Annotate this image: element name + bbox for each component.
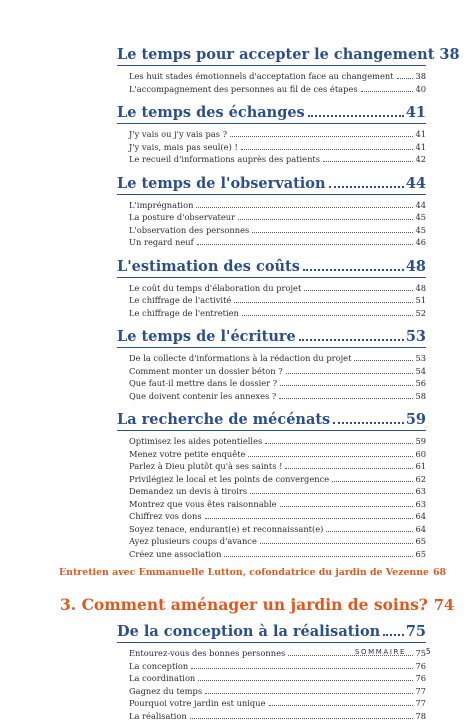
entry-page: 48: [415, 282, 426, 295]
running-title: SOMMAIRE: [355, 648, 406, 656]
dot-leader: [238, 219, 413, 220]
entry-page: 41: [415, 141, 426, 154]
section-page: 75: [406, 621, 426, 642]
dot-leader: [190, 718, 414, 719]
entry-page: 42: [415, 153, 426, 166]
entry-label: Privilégiez le local et les points de convergence: [129, 473, 329, 486]
entry-page: 46: [415, 236, 426, 249]
dot-leader: [205, 518, 414, 519]
toc-section: [117, 409, 426, 560]
chapter-heading[interactable]: [60, 594, 427, 617]
chapter-sections-group: [117, 621, 426, 722]
section-page: 38: [439, 44, 459, 65]
entry-page: 78: [415, 710, 426, 722]
entry-label: Comment monter un dossier béton ?: [129, 365, 283, 378]
section-title: L'estimation des coûts: [117, 256, 300, 277]
entry-label: J'y vais, mais pas seul(e) !: [129, 141, 238, 154]
dot-leader: [326, 531, 413, 532]
section-page: 53: [406, 326, 426, 347]
dot-leader: [234, 302, 413, 303]
entry-page: 40: [415, 83, 426, 96]
toc-section: [117, 621, 426, 722]
entry-page: 45: [415, 211, 426, 224]
section-page: 59: [406, 409, 426, 430]
section-heading[interactable]: [117, 326, 426, 348]
toc-entry[interactable]: [117, 307, 426, 320]
entry-page: 41: [415, 128, 426, 141]
interview-label: Entretien avec Emmanuelle Lutton, cofondatrice du jardin de Vezenne: [59, 566, 429, 580]
dot-leader: [191, 668, 413, 669]
entry-label: L'observation des personnes: [129, 224, 249, 237]
dot-leader: [252, 232, 413, 233]
toc-entry[interactable]: [117, 697, 426, 710]
interview-entry[interactable]: [59, 566, 426, 580]
entry-page: 64: [415, 510, 426, 523]
toc-entry[interactable]: [117, 485, 426, 498]
section-title: Le temps de l'observation: [117, 173, 326, 194]
entry-page: 76: [415, 672, 426, 685]
entry-label: La coordination: [129, 672, 195, 685]
section-heading[interactable]: [117, 256, 426, 278]
dot-leader: [332, 481, 413, 482]
entry-label: Parlez à Dieu plutôt qu'à ses saints !: [129, 460, 282, 473]
section-page: 48: [406, 256, 426, 277]
entry-label: Le chiffrage de l'activité: [129, 294, 231, 307]
entry-label: La conception: [129, 660, 188, 673]
dot-leader: [286, 373, 414, 374]
entry-page: 58: [415, 390, 426, 403]
dot-leader: [279, 398, 413, 399]
entry-label: J'y vais ou j'y vais pas ?: [129, 128, 227, 141]
toc-section: [117, 326, 426, 402]
dot-leader: [333, 422, 404, 424]
entry-page: 59: [415, 435, 426, 448]
entry-label: Le recueil d'informations auprès des patients: [129, 153, 320, 166]
entry-label: Chiffrez vos dons: [129, 510, 202, 523]
toc-entry[interactable]: [117, 365, 426, 378]
entry-page: 63: [415, 485, 426, 498]
dot-leader: [230, 136, 413, 137]
entry-label: Montrez que vous êtes raisonnable: [129, 498, 277, 511]
section-title: Le temps de l'écriture: [117, 326, 296, 347]
section-heading[interactable]: [117, 44, 426, 66]
entry-label: Optimisez les aides potentielles: [129, 435, 262, 448]
toc-entry[interactable]: [117, 448, 426, 461]
dot-leader: [308, 115, 404, 117]
toc-entry[interactable]: [117, 83, 426, 96]
entry-page: 56: [415, 377, 426, 390]
toc-section: [117, 102, 426, 166]
entry-label: De la collecte d'informations à la rédaction du projet: [129, 352, 351, 365]
entry-label: L'imprégnation: [129, 199, 193, 212]
dot-leader: [248, 456, 413, 457]
dot-leader: [329, 186, 404, 188]
entry-label: Que doivent contenir les annexes ?: [129, 390, 276, 403]
entry-page: 45: [415, 224, 426, 237]
entry-page: 54: [415, 365, 426, 378]
toc-section: [117, 44, 426, 95]
entry-label: L'accompagnement des personnes au fil de ces étapes: [129, 83, 358, 96]
entry-label: La posture d'observateur: [129, 211, 235, 224]
toc-entry[interactable]: [117, 352, 426, 365]
entry-label: Que faut-il mettre dans le dossier ?: [129, 377, 277, 390]
toc-entry[interactable]: [117, 282, 426, 295]
toc-entry[interactable]: [117, 535, 426, 548]
dot-leader: [323, 161, 413, 162]
section-title: Le temps pour accepter le changement: [117, 44, 434, 65]
toc-entry[interactable]: [117, 672, 426, 685]
entry-label: Demandez un devis à tiroirs: [129, 485, 247, 498]
dot-leader: [260, 543, 414, 544]
entry-page: 77: [415, 685, 426, 698]
dot-leader: [280, 506, 414, 507]
entry-label: Ayez plusieurs coups d'avance: [129, 535, 257, 548]
dot-leader: [354, 360, 413, 361]
dot-leader: [361, 91, 414, 92]
section-title: La recherche de mécénats: [117, 409, 330, 430]
section-heading[interactable]: [117, 102, 426, 124]
entry-label: Soyez tenace, endurant(e) et reconnaissant(e): [129, 523, 323, 536]
dot-leader: [383, 634, 404, 636]
toc-entry[interactable]: [117, 236, 426, 249]
toc-section: [117, 256, 426, 320]
dot-leader: [205, 693, 413, 694]
toc-entry[interactable]: [117, 153, 426, 166]
entry-label: Gagnez du temps: [129, 685, 202, 698]
section-heading[interactable]: [117, 409, 426, 431]
entry-label: Le coût du temps d'élaboration du projet: [129, 282, 301, 295]
toc-entry[interactable]: [117, 710, 426, 722]
entry-page: 44: [415, 199, 426, 212]
page-number: 5: [426, 647, 431, 656]
entry-label: Menez votre petite enquête: [129, 448, 245, 461]
dot-leader: [242, 315, 414, 316]
entry-page: 61: [415, 460, 426, 473]
dot-leader: [196, 207, 413, 208]
section-page: 41: [406, 102, 426, 123]
entry-page: 63: [415, 498, 426, 511]
toc-entry[interactable]: [117, 435, 426, 448]
chapter-label: 3. Comment aménager un jardin de soins?: [60, 594, 428, 616]
toc-entry[interactable]: [117, 377, 426, 390]
entry-label: Les huit stades émotionnels d'acceptation face au changement: [129, 70, 394, 83]
entry-page: 64: [415, 523, 426, 536]
entry-page: 60: [415, 448, 426, 461]
toc-entry[interactable]: [117, 460, 426, 473]
dot-leader: [224, 556, 413, 557]
entry-label: Un regard neuf: [129, 236, 194, 249]
entry-page: 76: [415, 660, 426, 673]
toc-section: [117, 173, 426, 249]
toc-entry[interactable]: [117, 548, 426, 561]
toc-entry[interactable]: [117, 473, 426, 486]
page-footer: [355, 647, 431, 656]
dot-leader: [269, 705, 414, 706]
section-heading[interactable]: [117, 173, 426, 195]
toc-entry[interactable]: [117, 523, 426, 536]
entry-page: 62: [415, 473, 426, 486]
dot-leader: [299, 339, 404, 341]
entry-page: 65: [415, 535, 426, 548]
toc-entry[interactable]: [117, 70, 426, 83]
dot-leader: [265, 443, 413, 444]
toc-entry[interactable]: [117, 660, 426, 673]
dot-leader: [280, 385, 413, 386]
toc-entry[interactable]: [117, 510, 426, 523]
chapter-page: 74: [434, 595, 454, 617]
dot-leader: [285, 468, 413, 469]
entry-label: La réalisation: [129, 710, 187, 722]
interview-page: 68: [433, 566, 446, 580]
entry-page: 53: [415, 352, 426, 365]
entry-label: Créez une association: [129, 548, 221, 561]
table-of-contents: [117, 44, 426, 722]
entry-page: 77: [415, 697, 426, 710]
entry-label: Le chiffrage de l'entretien: [129, 307, 239, 320]
section-title: Le temps des échanges: [117, 102, 305, 123]
toc-entry[interactable]: [117, 390, 426, 403]
entry-page: 65: [415, 548, 426, 561]
entry-page: 38: [415, 70, 426, 83]
toc-entry[interactable]: [117, 211, 426, 224]
dot-leader: [304, 290, 413, 291]
entry-page: 51: [415, 294, 426, 307]
dot-leader: [250, 493, 413, 494]
dot-leader: [397, 78, 414, 79]
sections-group: [117, 44, 426, 560]
section-page: 44: [406, 173, 426, 194]
entry-page: 52: [415, 307, 426, 320]
dot-leader: [241, 149, 414, 150]
section-heading[interactable]: [117, 621, 426, 643]
entry-label: Entourez-vous des bonnes personnes: [129, 647, 285, 660]
dot-leader: [197, 244, 414, 245]
toc-entry[interactable]: [117, 294, 426, 307]
dot-leader: [198, 680, 413, 681]
toc-entry[interactable]: [117, 224, 426, 237]
dot-leader: [303, 269, 404, 271]
toc-entry[interactable]: [117, 199, 426, 212]
entry-label: Pourquoi votre jardin est unique: [129, 697, 266, 710]
toc-entry[interactable]: [117, 128, 426, 141]
toc-entry[interactable]: [117, 498, 426, 511]
toc-entry[interactable]: [117, 141, 426, 154]
toc-entry[interactable]: [117, 685, 426, 698]
section-title: De la conception à la réalisation: [117, 621, 380, 642]
entry-page: 75: [415, 647, 426, 660]
